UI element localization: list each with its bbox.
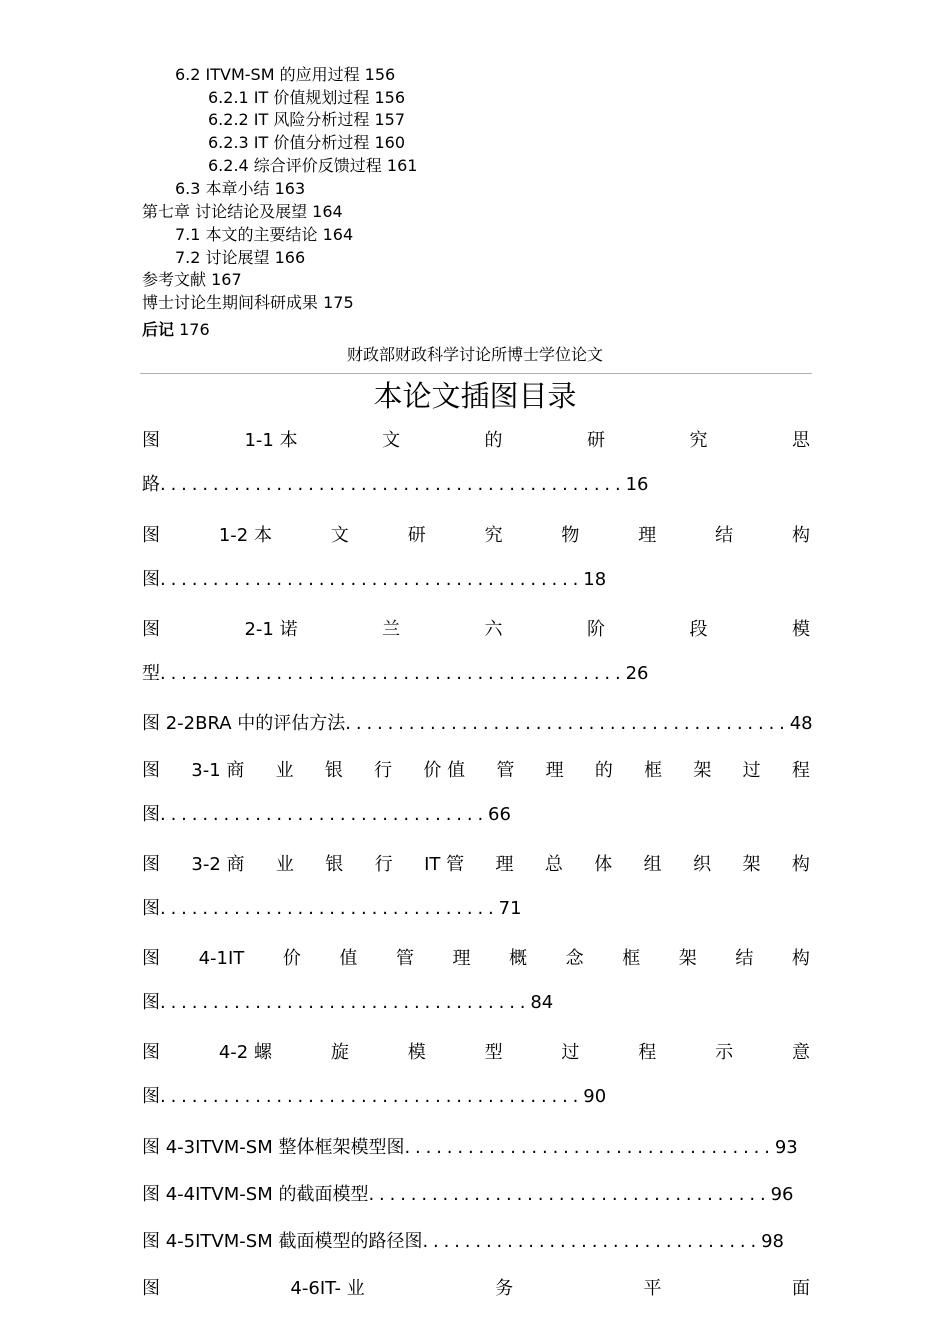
figure-entry-word: 理 — [545, 760, 564, 781]
figure-page-number: 93 — [774, 1137, 798, 1158]
figure-entry-word: 框 — [622, 948, 641, 969]
dot-leader: ........................................ — [160, 1086, 584, 1107]
figure-entry-word: 行 — [374, 854, 393, 875]
figure-entry-line[interactable] — [142, 853, 810, 877]
figure-entry-word: 示 — [715, 1042, 734, 1063]
figure-entry-line[interactable] — [142, 1230, 784, 1254]
figure-entry-word: 究 — [689, 430, 708, 451]
figure-entry-word: 管 — [496, 760, 515, 781]
figure-entry-text: 图 — [142, 569, 160, 590]
figure-entry-word: 4-6IT- 业 — [290, 1278, 365, 1299]
figure-entry-word: 面 — [791, 1278, 810, 1299]
figure-entry-line[interactable] — [142, 662, 649, 686]
figure-entry-word: 理 — [495, 854, 514, 875]
figure-entry-word: 阶 — [587, 619, 605, 640]
figure-entry-word: 念 — [565, 948, 584, 969]
figure-entry-text: 型 — [142, 663, 160, 684]
figure-entry-text: 路 — [142, 474, 160, 495]
figure-entry-line[interactable] — [142, 759, 810, 783]
figure-page-number: 90 — [583, 1086, 607, 1107]
figure-entry-word: 物 — [561, 525, 580, 546]
figure-entry-line[interactable] — [142, 473, 649, 497]
dot-leader: ................................... — [160, 992, 531, 1013]
figure-entry-word: 模 — [407, 1042, 426, 1063]
figure-entry-text: 图 4-3ITVM-SM 整体框架模型图 — [142, 1137, 405, 1158]
figure-entry-text: 图 4-5ITVM-SM 截面模型的路径图 — [142, 1231, 423, 1252]
figure-entry-line[interactable] — [142, 712, 813, 736]
figure-entry-word: 构 — [791, 854, 810, 875]
figure-entry-word: 六 — [484, 619, 503, 640]
figure-entry-word: 图 — [142, 760, 160, 781]
figure-page-number: 84 — [530, 992, 554, 1013]
figure-entry-word: 模 — [791, 619, 810, 640]
figure-entry-word: 结 — [715, 525, 734, 546]
figure-entry-text: 图 4-4ITVM-SM 的截面模型 — [142, 1184, 369, 1205]
figure-entry-word: 结 — [735, 948, 754, 969]
figure-entry-word: 思 — [791, 430, 810, 451]
figure-entry-word: 3-2 商 — [191, 854, 245, 875]
dot-leader: .......................................... — [345, 713, 790, 734]
figure-entry-text: 图 — [142, 898, 160, 919]
figure-entry-word: 1-1 本 — [244, 430, 298, 451]
figure-entry-word: 银 — [325, 854, 344, 875]
figure-entry-word: 架 — [742, 854, 761, 875]
toc-entry[interactable] — [142, 320, 210, 340]
toc-entry[interactable]: 6.3 本章小结 163 — [175, 179, 306, 198]
figure-entry-word: 管 — [395, 948, 414, 969]
figure-entry-word: 型 — [484, 1042, 503, 1063]
figure-entry-word: 研 — [407, 525, 426, 546]
figure-entry-line[interactable] — [142, 947, 810, 971]
figure-entry-line[interactable] — [142, 1085, 606, 1109]
figure-entry-line[interactable] — [142, 991, 553, 1015]
toc-entry[interactable]: 6.2.2 IT 风险分析过程 157 — [208, 110, 406, 129]
section-title: 本论文插图目录 — [373, 379, 577, 413]
figure-entry-word: 总 — [544, 854, 563, 875]
figure-entry-text: 图 — [142, 992, 160, 1013]
figure-entry-word: 程 — [638, 1042, 657, 1063]
figure-entry-word: 图 — [142, 1042, 160, 1063]
figure-entry-word: 文 — [330, 525, 349, 546]
figure-entry-word: 4-1IT — [198, 948, 245, 969]
running-header: 财政部财政科学讨论所博士学位论文 — [346, 345, 603, 364]
figure-entry-word: 理 — [452, 948, 471, 969]
figure-entry-word: 图 — [142, 525, 160, 546]
dot-leader: ........................................ — [160, 569, 584, 590]
figure-entry-word: 图 — [142, 854, 160, 875]
figure-entry-word: 程 — [791, 760, 810, 781]
dot-leader: ............................................ — [160, 663, 626, 684]
figure-entry-text: 图 2-2BRA 中的评估方法 — [142, 713, 346, 734]
figure-entry-text: 图 — [142, 804, 160, 825]
figure-entry-word: 意 — [792, 1042, 810, 1063]
toc-entry[interactable]: 博士讨论生期间科研成果 175 — [142, 293, 354, 312]
figure-entry-line[interactable] — [142, 524, 810, 548]
figure-entry-word: 过 — [561, 1042, 580, 1063]
figure-entry-word: 行 — [374, 760, 393, 781]
dot-leader: ................................ — [422, 1231, 762, 1252]
figure-entry-word: 构 — [791, 948, 810, 969]
figure-entry-word: 价 值 — [423, 760, 466, 781]
figure-page-number: 18 — [583, 569, 607, 590]
figure-page-number: 98 — [761, 1231, 784, 1252]
dot-leader: ............................... — [160, 804, 489, 825]
toc-entry-label: 后记 — [142, 320, 175, 339]
figure-entry-word: 架 — [678, 948, 697, 969]
figure-entry-line[interactable] — [142, 568, 606, 592]
toc-entry[interactable]: 6.2.3 IT 价值分析过程 160 — [208, 133, 406, 152]
figure-entry-word: IT 管 — [424, 854, 465, 875]
toc-entry[interactable]: 第七章 讨论结论及展望 164 — [142, 202, 343, 221]
figure-entry-word: 1-2 本 — [218, 525, 272, 546]
figure-entry-word: 概 — [509, 948, 528, 969]
figure-entry-word: 图 — [142, 619, 160, 640]
figure-entry-line[interactable] — [142, 1041, 810, 1065]
figure-entry-word: 织 — [693, 854, 712, 875]
figure-entry-word: 理 — [638, 525, 657, 546]
header-divider — [140, 373, 812, 374]
figure-entry-line[interactable] — [142, 897, 522, 921]
figure-entry-line[interactable] — [142, 803, 511, 827]
figure-entry-word: 框 — [644, 760, 663, 781]
figure-entry-word: 旋 — [330, 1042, 349, 1063]
figure-entry-word: 兰 — [382, 619, 401, 640]
figure-entry-word: 业 — [275, 854, 294, 875]
figure-entry-line[interactable] — [142, 1136, 798, 1160]
figure-entry-word: 段 — [689, 619, 708, 640]
figure-entry-word: 图 — [142, 1278, 160, 1299]
figure-entry-line[interactable] — [142, 429, 810, 453]
figure-page-number: 71 — [498, 898, 522, 919]
toc-entry[interactable]: 6.2.4 综合评价反馈过程 161 — [208, 156, 418, 175]
figure-entry-word: 3-1 商 — [191, 760, 245, 781]
toc-entry[interactable]: 参考文献 167 — [142, 270, 242, 289]
figure-entry-word: 的 — [484, 430, 503, 451]
figure-entry-word: 4-2 螺 — [218, 1042, 272, 1063]
dot-leader: ...................................... — [368, 1184, 771, 1205]
figure-entry-line[interactable] — [142, 1277, 810, 1301]
figure-entry-word: 业 — [275, 760, 294, 781]
figure-entry-word: 研 — [587, 430, 605, 451]
figure-page-number: 26 — [625, 663, 649, 684]
figure-entry-word: 务 — [495, 1278, 514, 1299]
toc-entry[interactable]: 7.1 本文的主要结论 164 — [175, 225, 354, 244]
dot-leader: ................................... — [404, 1137, 775, 1158]
figure-entry-word: 架 — [693, 760, 712, 781]
figure-entry-line[interactable] — [142, 618, 810, 642]
figure-entry-word: 构 — [792, 525, 810, 546]
figure-entry-word: 平 — [643, 1278, 662, 1299]
dot-leader: ................................ — [160, 898, 499, 919]
figure-entry-line[interactable] — [142, 1183, 793, 1207]
figure-entry-word: 体 — [594, 854, 613, 875]
figure-entry-word: 过 — [742, 760, 761, 781]
figure-entry-word: 2-1 诺 — [244, 619, 298, 640]
toc-entry[interactable]: 6.2.1 IT 价值规划过程 156 — [208, 88, 406, 107]
figure-entry-word: 图 — [142, 948, 160, 969]
figure-entry-word: 银 — [324, 760, 343, 781]
figure-entry-word: 值 — [339, 948, 358, 969]
figure-page-number: 48 — [789, 713, 813, 734]
toc-entry-page: 176 — [174, 320, 210, 339]
toc-entry[interactable]: 7.2 讨论展望 166 — [175, 248, 306, 267]
figure-page-number: 96 — [770, 1184, 794, 1205]
figure-entry-word: 文 — [382, 430, 401, 451]
figure-entry-word: 图 — [142, 430, 160, 451]
figure-entry-text: 图 — [142, 1086, 160, 1107]
figure-entry-word: 组 — [643, 854, 662, 875]
figure-entry-word: 究 — [484, 525, 503, 546]
toc-entry[interactable]: 6.2 ITVM-SM 的应用过程 156 — [175, 65, 396, 84]
figure-entry-word: 的 — [594, 760, 613, 781]
figure-page-number: 66 — [488, 804, 511, 825]
dot-leader: ............................................ — [160, 474, 626, 495]
figure-page-number: 16 — [625, 474, 649, 495]
figure-entry-word: 价 — [282, 948, 301, 969]
